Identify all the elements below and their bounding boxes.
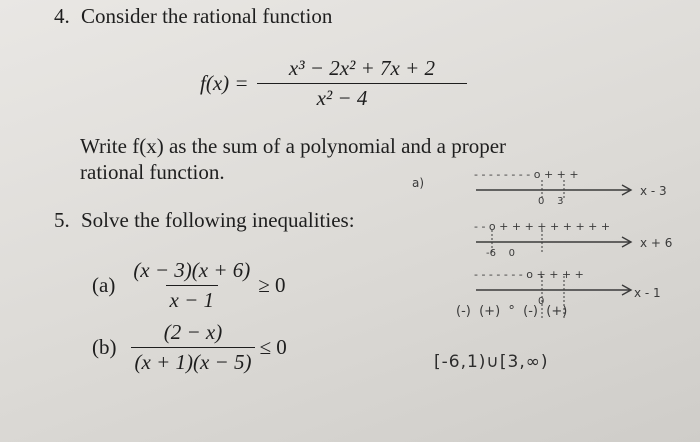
inequality-a-fraction	[129, 258, 254, 313]
problem-4-task-line-2: rational function.	[80, 160, 225, 184]
problem-4-task-line-1: Write f(x) as the sum of a polynomial and a proper	[80, 134, 507, 158]
problem-5-intro: Solve the following inequalities:	[81, 208, 355, 232]
sign-line-1: - - - - - - - - o + + +	[474, 168, 579, 181]
sign-intervals: (-) (+) ° (-) (+)	[456, 304, 568, 319]
inequality-a	[92, 258, 286, 313]
problem-4-intro: Consider the rational function	[81, 4, 333, 28]
function-fraction	[257, 56, 468, 111]
function-numerator: x³ − 2x² + 7x + 2	[288, 56, 435, 80]
problem-4-heading	[54, 4, 332, 29]
sign-line-1-marks: 0 3	[538, 196, 564, 207]
inequality-b	[92, 320, 287, 375]
inequality-b-numerator: (2 − x)	[163, 320, 223, 344]
sign-line-1-factor: x - 3	[640, 184, 667, 198]
inequality-b-label: (b)	[92, 335, 117, 359]
problem-5-heading	[54, 208, 355, 233]
inequality-a-relation: ≥ 0	[258, 273, 286, 297]
sign-line-3-factor: x - 1	[634, 286, 661, 300]
problem-4-number: 4.	[54, 4, 70, 28]
inequality-b-relation: ≤ 0	[259, 335, 287, 359]
sign-line-2-factor: x + 6	[640, 236, 673, 250]
function-lhs: f(x) =	[200, 71, 249, 95]
inequality-b-denominator: (x + 1)(x − 5)	[131, 347, 256, 375]
sign-line-2: - - o + + + + + + + + +	[474, 220, 611, 233]
problem-5-number: 5.	[54, 208, 70, 232]
sign-line-2-marks: -6 0	[486, 248, 516, 259]
handwritten-answer: [-6,1)∪[3,∞)	[434, 352, 549, 372]
sign-line-3-marks: 0	[538, 296, 545, 307]
inequality-a-denominator: x − 1	[166, 285, 219, 313]
inequality-b-fraction	[131, 320, 256, 375]
sign-line-3: - - - - - - - o + + + +	[474, 268, 584, 281]
problem-4-function	[200, 56, 467, 111]
function-denominator: x² − 4	[257, 83, 468, 111]
handwritten-part-label: a)	[412, 176, 425, 190]
inequality-a-label: (a)	[92, 273, 116, 297]
inequality-a-numerator: (x − 3)(x + 6)	[133, 258, 251, 282]
